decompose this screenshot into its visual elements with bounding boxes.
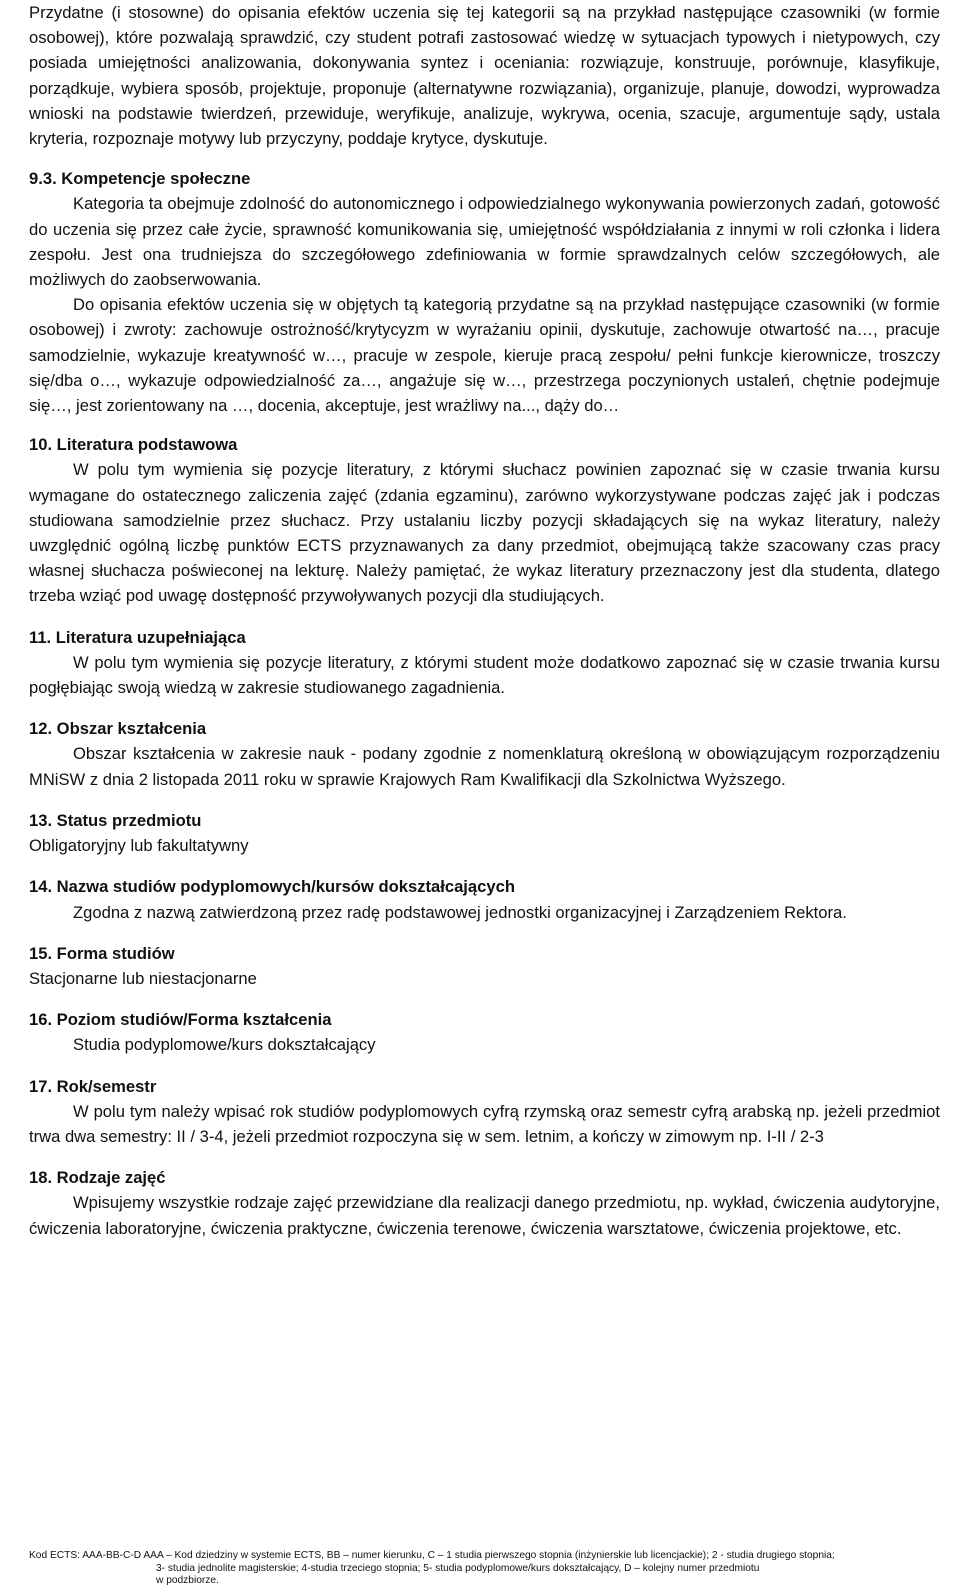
section-18-paragraph: Wpisujemy wszystkie rodzaje zajęć przewidziane dla realizacji danego przedmiotu, np. wykład, ćwiczenia audytoryjne, ćwiczenia laboratoryjne, ćwiczenia praktyczne, ćwiczenia terenowe, ćwiczenia warsztatowe, ćwiczenia projektowe, etc. (29, 1193, 940, 1238)
section-11-paragraph: W polu tym wymienia się pozycje literatury, z którymi student może dodatkowo zapoznać się w czasie trwania kursu pogłębiając swoją wiedzą w zakresie studiowanego zagadnienia. (29, 652, 940, 698)
section-heading-18: 18. Rodzaje zajęć (29, 1168, 166, 1188)
footer-line-2: 3- studia jednolite magisterskie; 4-studia trzeciego stopnia; 5- studia podyplomowe/kurs dokształcający, D – kolejny numer przedmiotu (156, 1562, 760, 1574)
section-heading-9-3: 9.3. Kompetencje społeczne (29, 169, 251, 189)
section-heading-10: 10. Literatura podstawowa (29, 435, 238, 455)
section-heading-13: 13. Status przedmiotu (29, 810, 202, 830)
page-footer (29, 1550, 940, 1588)
section-12-paragraph: Obszar kształcenia w zakresie nauk - podany zgodnie z nomenklaturą określoną w obowiązującym rozporządzeniu MNiSW z dnia 2 listopada 2011 roku w sprawie Krajowych Ram Kwalifikacji dla Szkolnictwa Wyższego. (29, 744, 940, 789)
section-17-paragraph: W polu tym należy wpisać rok studiów podyplomowych cyfrą rzymską oraz semestr cyfrą arabską np. jeżeli przedmiot trwa dwa semestry: II / 3-4, jeżeli przedmiot rozpoczyna się w sem. letnim, a kończy w zimowym np. I-II / 2-3 (29, 1101, 940, 1146)
section-9-3-paragraph-1: Kategoria ta obejmuje zdolność do autonomicznego i odpowiedzialnego wykonywania powierzonych zadań, gotowość do uczenia się przez całe życie, sprawność komunikowania się, umiejętność współdziałania z innymi w roli członka i lidera zespołu. Jest ona trudniejsza do szczegółowego zdefiniowania w formie sprawdzalnych celów szczegółowych, ale możliwych do zaobserwowania. (29, 194, 940, 290)
section-heading-12: 12. Obszar kształcenia (29, 719, 207, 739)
footer-line-3: w podzbiorze. (156, 1575, 219, 1587)
section-heading-16: 16. Poziom studiów/Forma kształcenia (29, 1010, 332, 1030)
section-10-paragraph: W polu tym wymienia się pozycje literatury, z którymi słuchacz powinien zapoznać się w czasie trwania kursu wymagane do ostatecznego zaliczenia zajęć (zdania egzaminu), zarówno wykorzystywane podczas zajęć jak i podczas studiowana samodzielnie przez słuchacz. Przy ustalaniu liczby pozycji składających się na wykaz literatury, należy uwzględnić ogólną liczbę punktów ECTS przyznawanych za dany przedmiot, obejmującą także szacowany czas pracy własnej słuchacza poświeconej na lekturę. Należy pamiętać, że wykaz literatury przeznaczony jest dla studenta, dlatego trzeba wziąć pod uwagę dostępność przywoływanych pozycji dla studiujących. (29, 460, 940, 606)
section-heading-17: 17. Rok/semestr (29, 1076, 157, 1096)
section-15-paragraph: Stacjonarne lub niestacjonarne (29, 968, 257, 988)
section-9-3-paragraph-2: Do opisania efektów uczenia się w objętych tą kategorią przydatne są na przykład następujące czasowniki (w formie osobowej) i zwroty: zachowuje ostrożność/krytycyzm w wyrażaniu opinii, dyskutuje, zachowuje otwartość na…, pracuje samodzielnie, wykazuje kreatywność w…, pracuje w zespole, kieruje pracą zespołu/ pełni funkcje kierownicze, troszczy się/dba o…, wykazuje odpowiedzialność za…, angażuje się w…, przestrzega poczynionych ustaleń, chętnie podejmuje się…, jest zorientowany na …, docenia, akceptuje, jest wrażliwy na..., dąży do… (29, 295, 940, 416)
section-heading-14: 14. Nazwa studiów podyplomowych/kursów dokształcających (29, 877, 515, 897)
section-16-paragraph: Studia podyplomowe/kurs dokształcający (73, 1035, 376, 1055)
document-page (29, 0, 940, 1241)
intro-paragraph: Przydatne (i stosowne) do opisania efektów uczenia się tej kategorii są na przykład następujące czasowniki (w formie osobowej), które pozwalają sprawdzić, czy student potrafi zastosować wiedzę w sytuacjach typowych i nietypowych, czy posiada umiejętności analizowania, dokonywania syntez i oceniania: rozwiązuje, konstruuje, porównuje, klasyfikuje, porządkuje, wybiera sposób, projektuje, proponuje (alternatywne rozwiązania), organizuje, planuje, dowodzi, wyprowadza wnioski na podstawie twierdzeń, przewiduje, weryfikuje, analizuje, wykrywa, ocenia, szacuje, argumentuje sądy, ustala kryteria, rozpoznaje motywy lub przyczyny, poddaje krytyce, dyskutuje. (29, 3, 940, 149)
section-13-paragraph: Obligatoryjny lub fakultatywny (29, 836, 249, 856)
footer-line-1: Kod ECTS: AAA-BB-C-D AAA – Kod dziedziny w systemie ECTS, BB – numer kierunku, C – 1 studia pierwszego stopnia (inżynierskie lub licencjackie); 2 - studia drugiego stopnia; (29, 1550, 835, 1561)
section-heading-15: 15. Forma studiów (29, 943, 175, 963)
section-14-paragraph: Zgodna z nazwą zatwierdzoną przez radę podstawowej jednostki organizacyjnej i Zarządzeniem Rektora. (73, 902, 847, 922)
section-heading-11: 11. Literatura uzupełniająca (29, 627, 246, 647)
